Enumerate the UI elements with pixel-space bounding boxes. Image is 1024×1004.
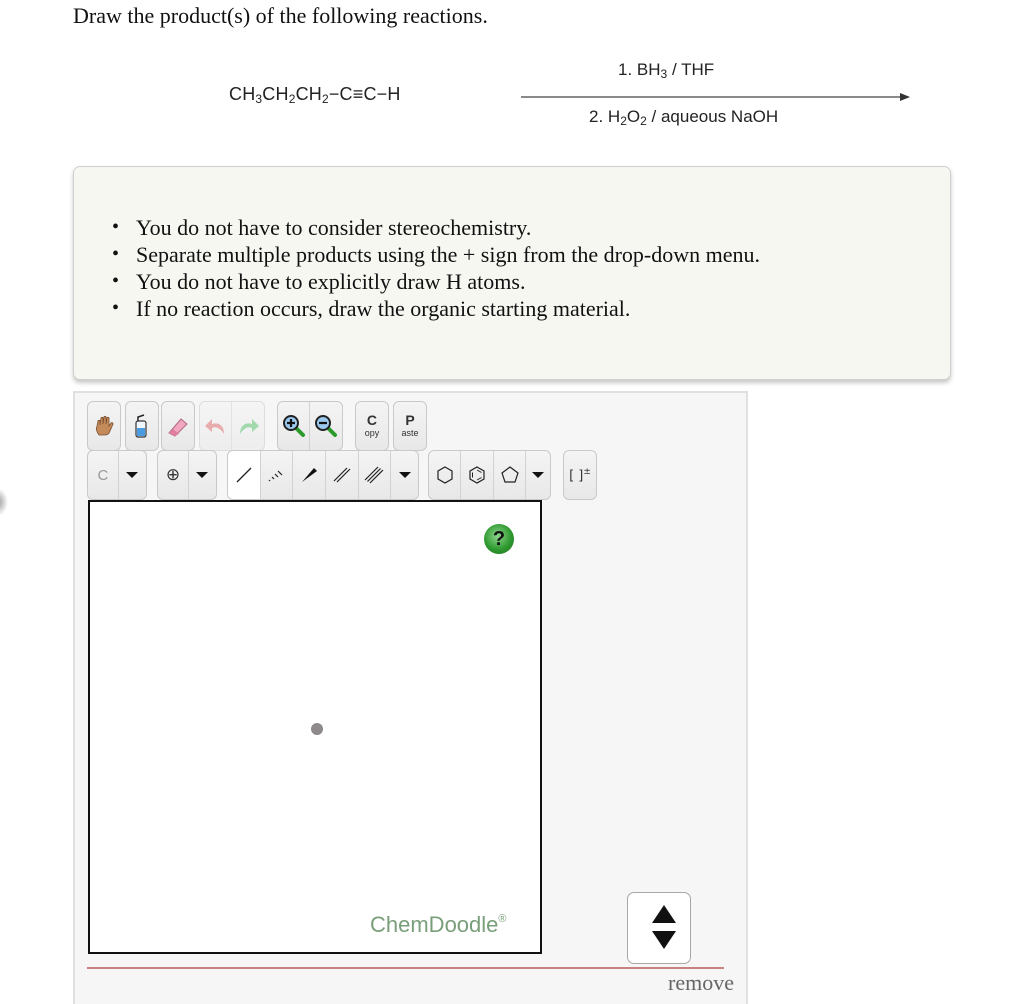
instruction-item: • You do not have to explicitly draw H atoms. (112, 268, 760, 295)
clear-button[interactable] (125, 401, 159, 451)
zoom-group (277, 401, 343, 451)
remove-link[interactable]: remove (668, 970, 734, 995)
element-label: C (97, 466, 109, 484)
element-dropdown-button[interactable] (119, 451, 146, 499)
chevron-down-icon (399, 472, 411, 478)
undo-button[interactable] (200, 402, 232, 450)
copy-label-big: C (366, 412, 378, 428)
reactant-part: CH (295, 84, 322, 104)
question-title: Draw the product(s) of the following reactions. (73, 3, 488, 28)
arrow-head-icon (900, 93, 910, 101)
reagent-sub: 3 (660, 67, 668, 81)
reagent-sub: 2 (620, 114, 627, 128)
single-bond-button[interactable] (228, 451, 261, 499)
reactant-part: CH (262, 84, 289, 104)
arrow-up-icon[interactable] (652, 905, 676, 923)
benzene-icon (467, 465, 487, 485)
copy-label-small: opy (364, 428, 380, 438)
paste-label-big: P (405, 412, 415, 428)
reactant-sub: 2 (288, 92, 296, 106)
cyclohexane-button[interactable] (429, 451, 461, 499)
protruding-bond-button[interactable] (293, 451, 326, 499)
element-carbon-button[interactable] (88, 451, 119, 499)
copy-label (365, 414, 380, 438)
double-bond-button[interactable] (326, 451, 359, 499)
bracket-charge-icon (569, 467, 591, 483)
chevron-down-icon (532, 472, 544, 478)
wash-bottle-icon (132, 413, 152, 439)
watermark-text: ChemDoodle (370, 912, 499, 937)
instruction-item: • You do not have to consider stereochemistry. (112, 214, 760, 241)
divider-line (87, 967, 724, 969)
cyclopentane-button[interactable] (494, 451, 526, 499)
ring-dropdown-button[interactable] (526, 451, 550, 499)
instructions-box (73, 166, 951, 380)
chemdoodle-sketcher (73, 391, 748, 1004)
zoom-out-button[interactable] (310, 402, 342, 450)
eraser-icon (165, 415, 191, 437)
increase-charge-button[interactable] (158, 451, 189, 499)
hexagon-icon (435, 465, 455, 485)
instruction-item: • If no reaction occurs, draw the organic starting material. (112, 295, 760, 322)
element-group (87, 450, 147, 500)
canvas-center-dot (311, 723, 323, 735)
reagent-text: / aqueous NaOH (646, 107, 779, 126)
zoom-in-button[interactable] (278, 402, 310, 450)
chevron-down-icon (126, 472, 138, 478)
erase-button[interactable] (161, 401, 195, 451)
reagent-text: 1. BH (618, 60, 661, 79)
redo-icon (236, 416, 260, 436)
single-bond-icon (234, 465, 254, 485)
redo-button[interactable] (232, 402, 264, 450)
triple-bond-icon (364, 465, 384, 485)
reactant-formula (229, 84, 401, 105)
reactant-part: CH (229, 84, 256, 104)
paste-button[interactable] (393, 401, 427, 451)
reaction-scheme (0, 56, 1024, 146)
copy-button[interactable] (355, 401, 389, 451)
reagent-sub: 2 (640, 114, 647, 128)
reactant-sub: 2 (321, 92, 329, 106)
reagent-step-1 (618, 60, 714, 80)
chevron-down-icon (196, 472, 208, 478)
double-bond-icon (332, 465, 352, 485)
bond-group (227, 450, 419, 500)
lasso-hand-button[interactable] (87, 401, 121, 451)
benzene-button[interactable] (461, 451, 493, 499)
help-button[interactable]: ? (484, 524, 514, 554)
bond-dropdown-button[interactable] (391, 451, 418, 499)
zoom-in-icon (282, 414, 306, 438)
side-edge-decoration (0, 488, 8, 516)
reactant-sub: 3 (255, 92, 263, 106)
plus-circle-icon: ⊕ (165, 465, 181, 485)
wedge-bond-icon (299, 465, 319, 485)
bracket-sup: ± (583, 466, 591, 477)
undo-icon (204, 416, 228, 436)
arrow-down-icon[interactable] (652, 931, 676, 949)
bracket-label: [ ] (569, 468, 584, 484)
reagent-text: / THF (667, 60, 715, 79)
reagent-step-2 (589, 107, 778, 127)
charge-dropdown-button[interactable] (189, 451, 216, 499)
reaction-arrow (521, 96, 900, 98)
reactant-part: −C≡C−H (328, 84, 401, 104)
paste-label-small: aste (401, 428, 419, 438)
paste-label (401, 414, 418, 438)
charge-bracket-button[interactable] (563, 450, 597, 500)
drawing-canvas[interactable] (88, 500, 542, 954)
registered-mark: ® (498, 913, 507, 925)
chemdoodle-watermark (370, 912, 507, 938)
pentagon-icon (500, 465, 520, 485)
history-group (199, 401, 265, 451)
recessed-bond-button[interactable] (261, 451, 294, 499)
ring-group (428, 450, 551, 500)
triple-bond-button[interactable] (359, 451, 392, 499)
hashed-bond-icon (266, 465, 286, 485)
instruction-item: • Separate multiple products using the + sign from the drop-down menu. (112, 241, 760, 268)
zoom-out-icon (314, 414, 338, 438)
reagent-text: 2. H (589, 107, 621, 126)
instructions-list (112, 214, 760, 322)
reagent-text: O (626, 107, 641, 126)
hand-icon (93, 415, 115, 437)
reorder-spinner[interactable] (627, 892, 691, 964)
charge-tool-group (157, 450, 217, 500)
